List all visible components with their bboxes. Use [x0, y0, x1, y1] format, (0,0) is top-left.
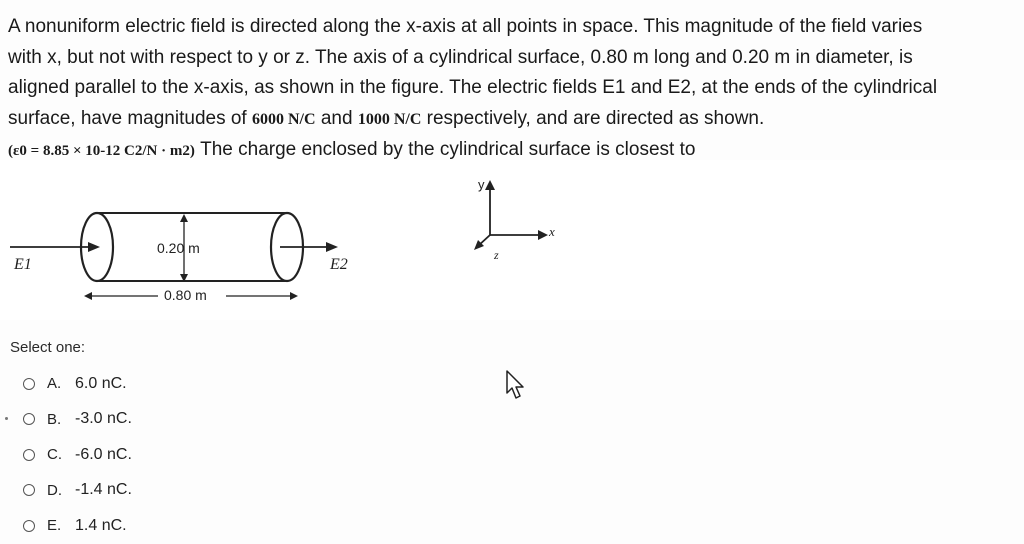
option-c[interactable] [20, 437, 132, 473]
radio-button-d[interactable] [23, 484, 35, 496]
length-arrowhead-right [290, 292, 298, 300]
z-axis-label: z [494, 248, 499, 262]
option-text: -3.0 nC. [75, 410, 132, 428]
focus-dot [5, 417, 8, 420]
epsilon-constant: (ε0 = 8.85 × 10-12 C2/N · m2) [8, 143, 195, 159]
question-line-4-and: and [320, 107, 353, 129]
x-axis-label: x [549, 224, 555, 239]
option-text: -6.0 nC. [75, 445, 132, 463]
field-magnitude-2: 1000 N/C [357, 110, 422, 128]
question-line-4-start: surface, have magnitudes of [8, 107, 247, 129]
e2-label: E2 [330, 256, 348, 273]
e1-arrowhead [88, 242, 100, 252]
radio-button-b[interactable] [23, 413, 35, 425]
option-b[interactable] [20, 402, 132, 438]
option-letter: C. [47, 446, 62, 464]
option-text: 6.0 nC. [75, 374, 127, 392]
option-d[interactable] [20, 473, 132, 509]
question-line-2: with x, but not with respect to y or z. The axis of a cylindrical surface, 0.80 m long and 0.20 m in diameter, is [8, 46, 913, 68]
radio-button-a[interactable] [23, 378, 35, 390]
option-letter: D. [47, 481, 62, 499]
cylinder-diagram [0, 160, 1024, 320]
x-axis-arrowhead [538, 230, 548, 240]
answer-options [20, 366, 132, 544]
question-line-1: A nonuniform electric field is directed along the x-axis at all points in space. This magnitude of the field varies [8, 16, 923, 37]
option-letter: E. [47, 517, 62, 535]
select-one-label: Select one: [10, 339, 86, 356]
option-text: -1.4 nC. [75, 481, 132, 499]
radio-button-e[interactable] [23, 520, 35, 532]
option-a[interactable] [20, 366, 132, 402]
option-letter: B. [47, 410, 62, 428]
field-magnitude-1: 6000 N/C [251, 110, 316, 128]
y-axis-arrowhead [485, 180, 495, 190]
question-line-4 [8, 104, 1018, 136]
diameter-arrow-up [180, 214, 188, 222]
question-prompt: The charge enclosed by the cylindrical surface is closest to [200, 139, 696, 160]
e2-arrowhead [326, 242, 338, 252]
option-letter: A. [47, 375, 62, 393]
question-text [8, 12, 1018, 167]
diameter-label: 0.20 m [157, 240, 200, 256]
length-label: 0.80 m [164, 287, 207, 303]
radio-button-c[interactable] [23, 449, 35, 461]
mouse-pointer-icon [505, 369, 527, 401]
option-text: 1.4 nC. [75, 516, 127, 534]
y-axis-label: y [478, 177, 485, 192]
option-e[interactable] [20, 508, 132, 544]
question-line-4-end: respectively, and are directed as shown. [426, 107, 765, 129]
question-line-3: aligned parallel to the x-axis, as shown in the figure. The electric fields E1 and E2, at the ends of the cylindrical [8, 77, 938, 98]
cylinder-figure [0, 160, 1024, 320]
e1-label: E1 [14, 256, 32, 273]
length-arrowhead-left [84, 292, 92, 300]
